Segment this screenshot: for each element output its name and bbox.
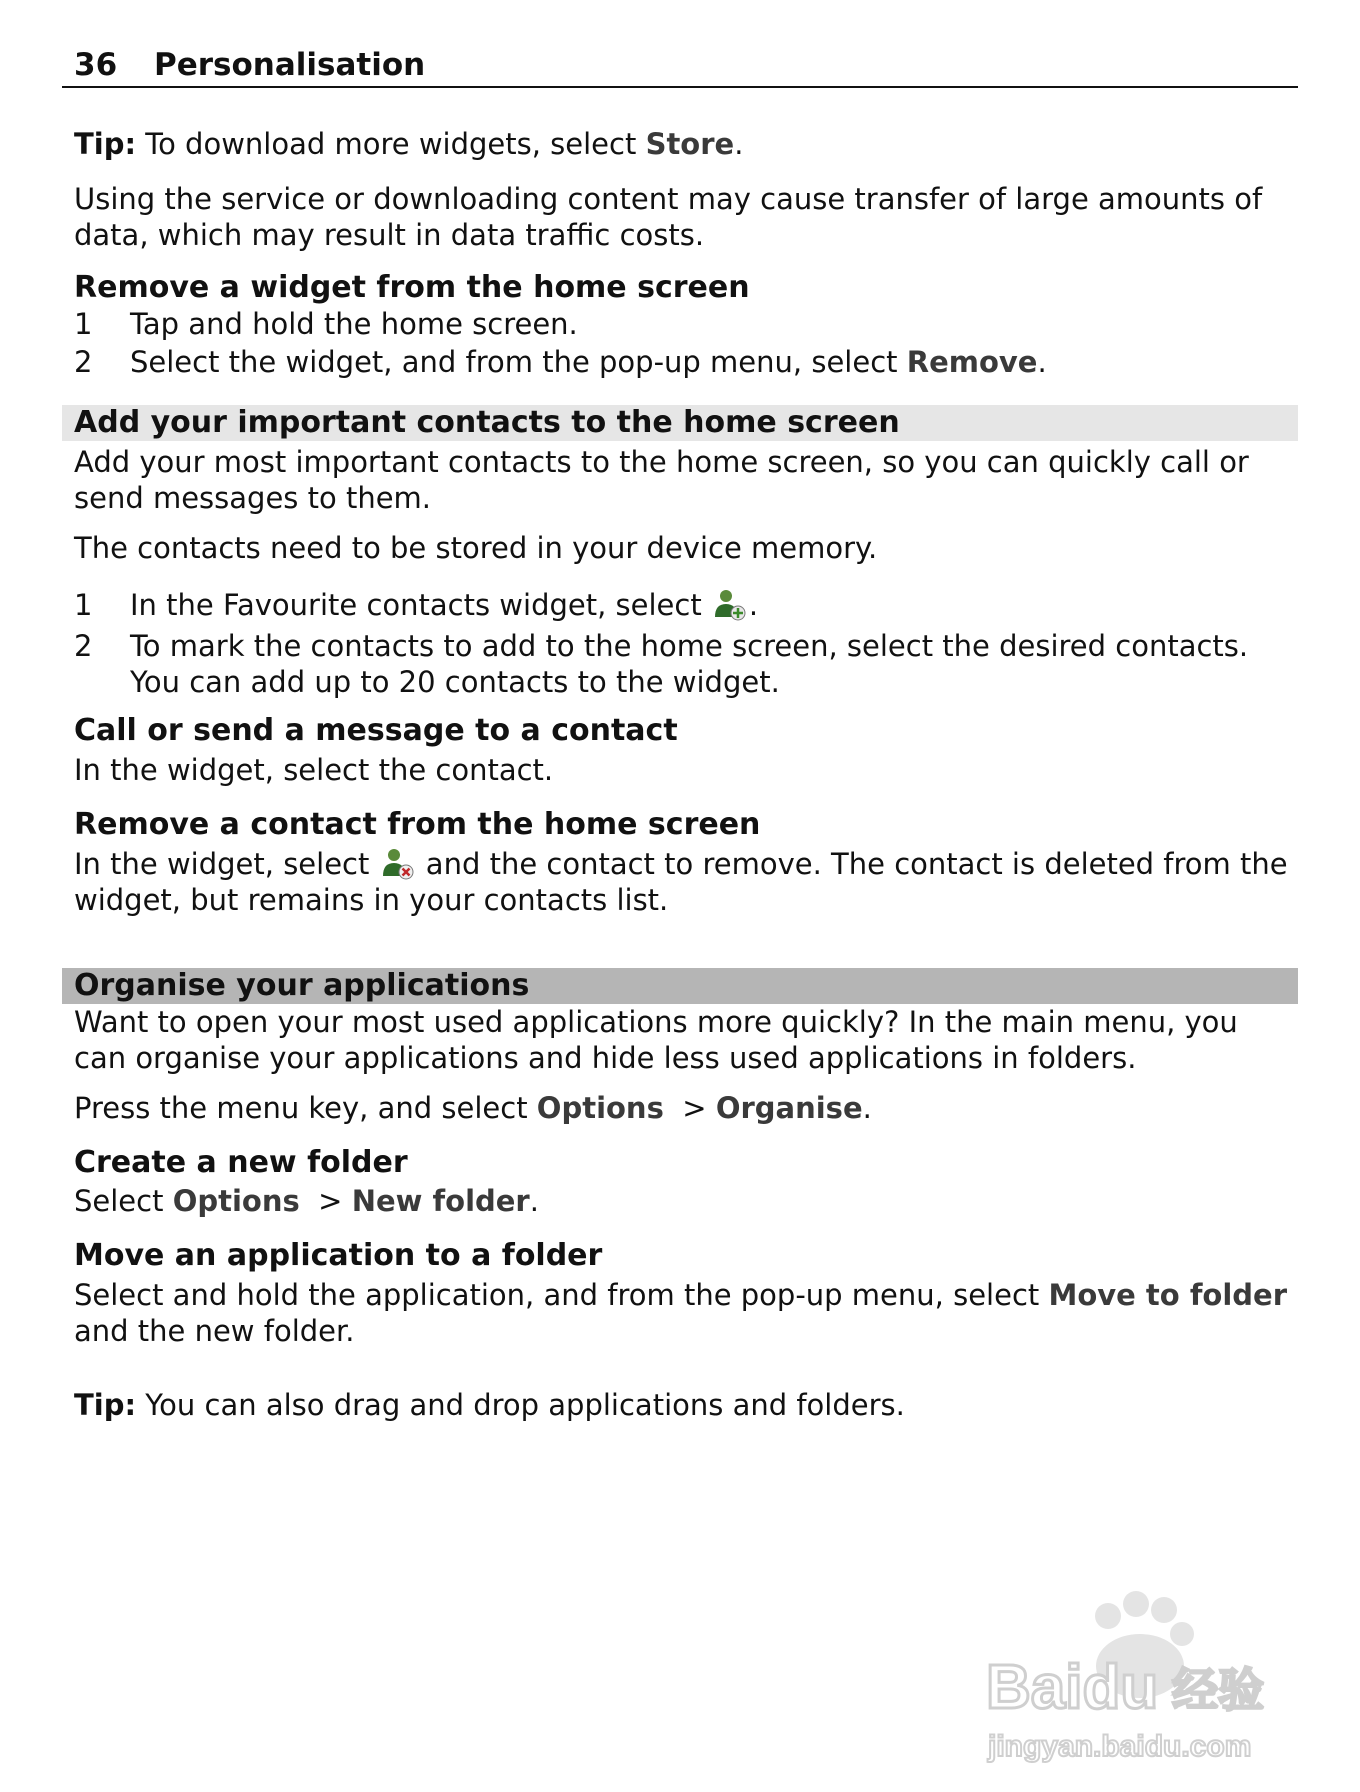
contacts-note: The contacts need to be stored in your device memory. bbox=[74, 531, 878, 565]
contacts-section-heading: Add your important contacts to the home screen bbox=[74, 405, 900, 440]
remove-contact-icon bbox=[379, 846, 417, 882]
tip-drag-drop: Tip: You can also drag and drop applications and folders. bbox=[74, 1388, 905, 1422]
page-number: 36 bbox=[74, 47, 118, 83]
page-header bbox=[62, 44, 1298, 88]
organise-intro: Want to open your most used applications more quickly? In the main menu, you can organise your applications and hide less used applications in folders. bbox=[74, 1005, 1238, 1075]
create-folder-heading: Create a new folder bbox=[74, 1145, 408, 1180]
section-title: Personalisation bbox=[154, 47, 426, 83]
data-cost-paragraph: Using the service or downloading content may cause transfer of large amounts of data, which may result in data traffic costs. bbox=[74, 182, 1263, 252]
add-contact-icon bbox=[711, 587, 749, 623]
new-folder-ui-label: New folder bbox=[351, 1184, 530, 1218]
options-ui-label: Options bbox=[536, 1091, 664, 1125]
move-to-folder-ui-label: Move to folder bbox=[1048, 1278, 1288, 1312]
call-text: In the widget, select the contact. bbox=[74, 753, 554, 787]
remove-contact-heading: Remove a contact from the home screen bbox=[74, 807, 761, 842]
section-band-organise bbox=[62, 968, 1298, 1004]
call-heading: Call or send a message to a contact bbox=[74, 713, 678, 748]
jingyan-wordmark: 经验 bbox=[1172, 1663, 1264, 1717]
organise-section-heading: Organise your applications bbox=[74, 968, 530, 1003]
organise-press-text: Press the menu key, and select Options > Organise. bbox=[74, 1091, 872, 1125]
options-ui-label: Options bbox=[172, 1184, 300, 1218]
move-app-heading: Move an application to a folder bbox=[74, 1238, 603, 1273]
remove-ui-label: Remove bbox=[906, 345, 1038, 379]
create-folder-text: Select Options > New folder. bbox=[74, 1184, 539, 1218]
remove-widget-heading: Remove a widget from the home screen bbox=[74, 270, 750, 305]
baidu-watermark bbox=[960, 1588, 1290, 1768]
organise-ui-label: Organise bbox=[715, 1091, 863, 1125]
contacts-intro: Add your most important contacts to the home screen, so you can quickly call or send messages to them. bbox=[74, 445, 1249, 515]
move-app-text: Select and hold the application, and from the pop-up menu, select Move to folder and the new folder. bbox=[74, 1278, 1288, 1348]
tip-download-widgets: Tip: To download more widgets, select Store. bbox=[74, 127, 744, 161]
section-band-contacts bbox=[62, 405, 1298, 441]
watermark-url: jingyan.baidu.com bbox=[988, 1730, 1252, 1763]
remove-contact-text: In the widget, select and the contact to remove. The contact is deleted from the widget, but remains in your contacts list. bbox=[74, 847, 1288, 917]
store-ui-label: Store bbox=[645, 127, 735, 161]
baidu-wordmark: Baidu bbox=[986, 1653, 1159, 1722]
